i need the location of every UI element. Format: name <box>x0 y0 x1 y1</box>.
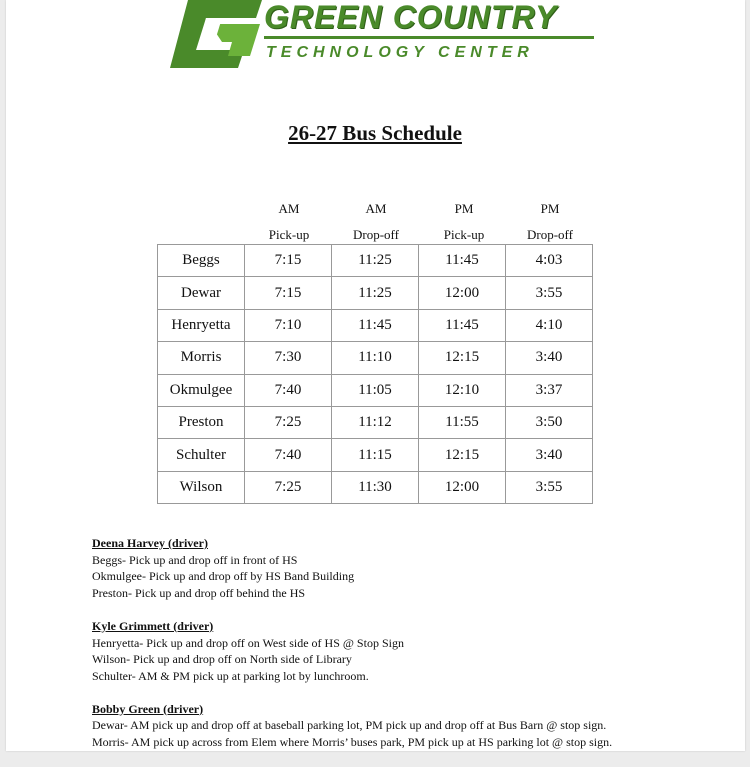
am-pickup-cell: 7:25 <box>245 406 332 438</box>
pm-pickup-cell: 11:55 <box>419 406 506 438</box>
pm-pickup-cell: 12:00 <box>419 277 506 309</box>
table-row <box>158 406 593 438</box>
driver-notes <box>92 535 732 767</box>
pm-pickup-cell: 12:00 <box>419 471 506 503</box>
town-cell: Wilson <box>158 471 245 503</box>
am-pickup-cell: 7:15 <box>245 277 332 309</box>
town-cell: Okmulgee <box>158 374 245 406</box>
am-pickup-cell: 7:40 <box>245 439 332 471</box>
column-header-pm-dropoff: PM Drop-off <box>527 201 573 242</box>
table-row <box>158 342 593 374</box>
route-note: Dewar- AM pick up and drop off at baseball parking lot, PM pick up and drop off at Bus Barn @ stop sign. <box>92 718 607 733</box>
logo-title: GREEN COUNTRY <box>264 0 558 35</box>
table-row <box>158 374 593 406</box>
column-header-pm-pickup: PM Pick-up <box>443 201 485 242</box>
table-row <box>158 471 593 503</box>
route-note: Wilson- Pick up and drop off on North side of Library <box>92 652 352 667</box>
town-cell: Morris <box>158 342 245 374</box>
table-row <box>158 439 593 471</box>
route-note: Schulter- AM & PM pick up at parking lot by lunchroom. <box>92 668 369 683</box>
town-cell: Henryetta <box>158 309 245 341</box>
bus-schedule-table <box>157 244 593 504</box>
pm-dropoff-cell: 3:50 <box>506 406 593 438</box>
pm-dropoff-cell: 4:10 <box>506 309 593 341</box>
am-dropoff-cell: 11:25 <box>332 277 419 309</box>
route-note: Beggs- Pick up and drop off in front of HS <box>92 552 298 567</box>
am-dropoff-cell: 11:10 <box>332 342 419 374</box>
am-dropoff-cell: 11:30 <box>332 471 419 503</box>
table-row <box>158 309 593 341</box>
pm-dropoff-cell: 3:40 <box>506 342 593 374</box>
driver-name: Deena Harvey (driver) <box>92 536 208 550</box>
green-country-logo <box>166 0 596 68</box>
driver-name: Bobby Green (driver) <box>92 701 204 716</box>
driver-name: Kyle Grimmett (driver) <box>92 618 214 633</box>
am-pickup-cell: 7:30 <box>245 342 332 374</box>
driver-group <box>92 535 732 602</box>
table-row <box>158 245 593 277</box>
pm-pickup-cell: 12:10 <box>419 374 506 406</box>
am-dropoff-cell: 11:45 <box>332 309 419 341</box>
pm-dropoff-cell: 3:37 <box>506 374 593 406</box>
am-pickup-cell: 7:25 <box>245 471 332 503</box>
document-page <box>6 0 745 751</box>
pm-dropoff-cell: 3:55 <box>506 471 593 503</box>
logo-divider <box>264 36 594 39</box>
pm-dropoff-cell: 3:40 <box>506 439 593 471</box>
driver-group <box>92 701 732 751</box>
town-cell: Preston <box>158 406 245 438</box>
town-cell: Schulter <box>158 439 245 471</box>
am-pickup-cell: 7:15 <box>245 245 332 277</box>
pm-pickup-cell: 12:15 <box>419 342 506 374</box>
route-note: Morris- AM pick up across from Elem where Morris’ buses park, PM pick up at HS parking lot @ stop sign. <box>92 735 613 750</box>
am-dropoff-cell: 11:25 <box>332 245 419 277</box>
driver-group <box>92 618 732 685</box>
pm-pickup-cell: 11:45 <box>419 309 506 341</box>
column-header-am-dropoff: AM Drop-off <box>353 201 399 242</box>
route-note: Henryetta- Pick up and drop off on West side of HS @ Stop Sign <box>92 635 404 650</box>
route-note: Preston- Pick up and drop off behind the HS <box>92 586 306 601</box>
page-title: 26-27 Bus Schedule <box>288 121 462 145</box>
route-note: Okmulgee- Pick up and drop off by HS Band Building <box>92 569 355 584</box>
am-dropoff-cell: 11:15 <box>332 439 419 471</box>
pm-pickup-cell: 12:15 <box>419 439 506 471</box>
logo-subtitle: TECHNOLOGY CENTER <box>266 44 534 61</box>
am-dropoff-cell: 11:05 <box>332 374 419 406</box>
pm-dropoff-cell: 4:03 <box>506 245 593 277</box>
am-dropoff-cell: 11:12 <box>332 406 419 438</box>
am-pickup-cell: 7:10 <box>245 309 332 341</box>
town-cell: Beggs <box>158 245 245 277</box>
column-header-am-pickup: AM Pick-up <box>268 201 310 242</box>
town-cell: Dewar <box>158 277 245 309</box>
pm-pickup-cell: 11:45 <box>419 245 506 277</box>
am-pickup-cell: 7:40 <box>245 374 332 406</box>
gc-logo-mark-icon <box>166 0 262 68</box>
table-row <box>158 277 593 309</box>
pm-dropoff-cell: 3:55 <box>506 277 593 309</box>
